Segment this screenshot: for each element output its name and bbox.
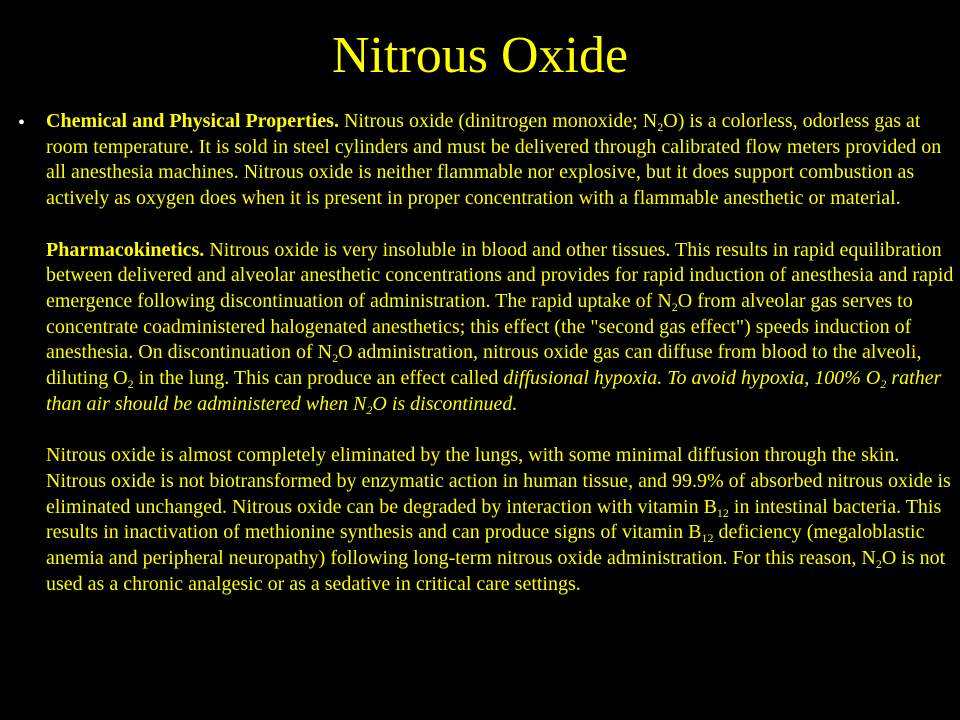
subscript: 2 [127,377,134,392]
slide-title: Nitrous Oxide [331,27,629,84]
text-segment: rather than air should be administered when N [46,367,942,415]
subscript: 2 [366,402,373,417]
subscript: 12 [701,531,714,546]
paragraph-lead: Chemical and Physical Properties. [46,110,339,132]
slide-body [46,109,958,597]
bullet-marker: • [18,112,26,134]
subscript: 2 [332,351,339,366]
text-segment: Nitrous oxide is very insoluble in blood and other tissues. This results in rapid equilibration between delivered and alveolar anesthetic concentrations and provides for rapid induction of anesthesia and rapid emergence following discontinuation of administration. The rapid uptake of N [46,238,954,312]
paragraph-elimination [46,443,958,597]
text-segment: deficiency (megaloblastic anemia and peripheral neuropathy) following long-term nitrous oxide administration. For this reason, N [46,521,925,569]
text-segment: Nitrous oxide (dinitrogen monoxide; N [338,110,658,132]
text-segment: diffusional hypoxia. To avoid hypoxia, 100% O [503,367,881,390]
text-segment: O) is a colorless, odorless gas at room temperature. It is sold in steel cylinders and must be delivered through calibrated flow meters provided on all anesthesia machines. Nitrous oxide is neither flammable nor explosive, but it does support combustion as actively as oxygen does when it is present in proper concentration with a flammable anesthetic or material. [46,110,942,210]
text-segment: O is not used as a chronic analgesic or as a sedative in critical care settings. [46,546,946,595]
text-segment: Nitrous oxide is almost completely eliminated by the lungs, with some minimal diffusion through the skin. Nitrous oxide is not biotransformed by enzymatic action in human tissue, and 99.9% of absorbed nitrous oxide is eliminated unchanged. Nitrous oxide can be degraded by interaction with vitamin B [46,444,951,518]
text-segment: O is discontinued. [372,392,518,415]
text-segment: in the lung. This can produce an effect called [133,367,504,390]
paragraph-text [46,239,953,415]
subscript: 2 [657,120,664,134]
paragraph-lead: Pharmacokinetics. [46,238,205,261]
paragraph-chemical-properties [46,109,958,212]
paragraph-pharmacokinetics [46,238,958,418]
paragraph-text [46,444,951,595]
text-segment: in intestinal bacteria. This results in inactivation of methionine synthesis and can produce signs of vitamin B [46,495,942,544]
text-segment: O from alveolar gas serves to concentrate coadministered halogenated anesthetics; this effect (the "second gas effect") speeds induction of anesthesia. On discontinuation of N [46,289,913,364]
subscript: 2 [880,377,887,392]
subscript: 12 [716,505,729,520]
subscript: 2 [875,556,882,571]
subscript: 2 [671,299,678,314]
text-segment: O administration, nitrous oxide gas can diffuse from blood to the alveoli, diluting O [46,341,922,390]
